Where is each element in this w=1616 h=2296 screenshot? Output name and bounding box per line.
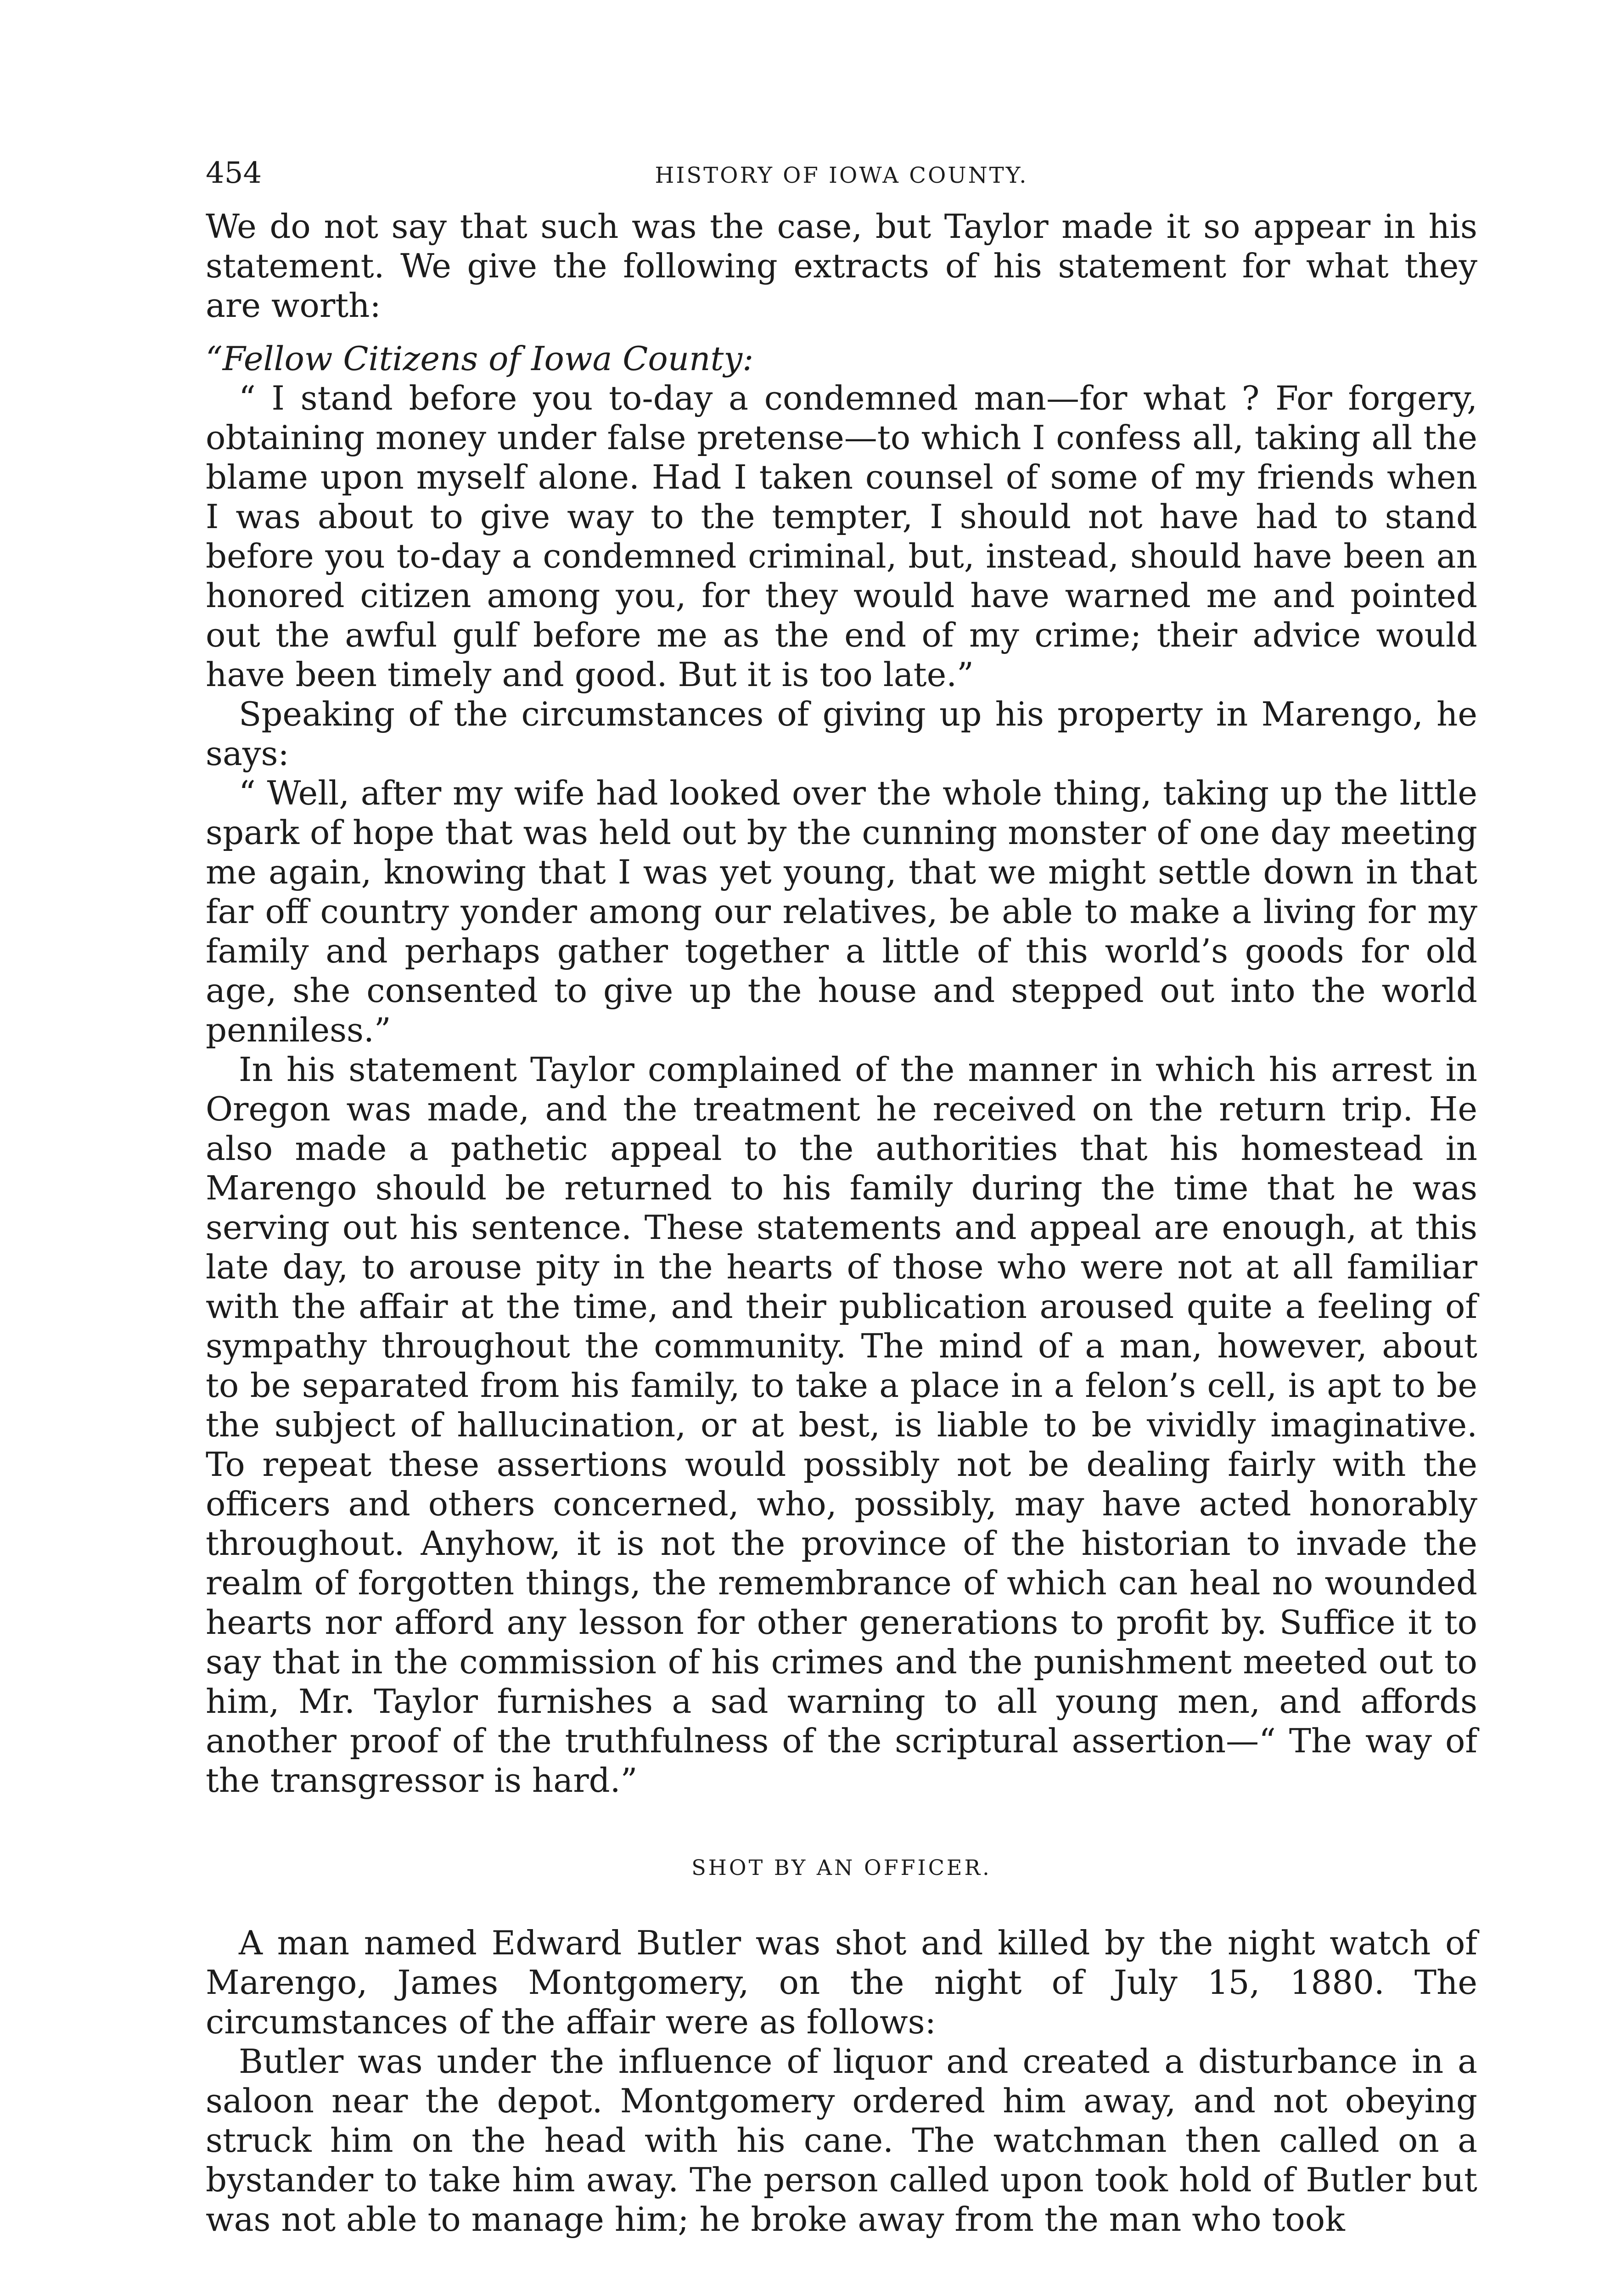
paragraph-butler: Butler was under the influence of liquor and created a disturbance in a saloon near the depot. Montgomery ordered him away, and not obeying struck him on the head with his cane. The watchman then called on a bystander to take him away. The person called upon took hold of Butler but was not able to manage him; he broke away from the man who took — [206, 2042, 1477, 2239]
paragraph-shot-intro: A man named Edward Butler was shot and killed by the night watch of Marengo, James Montgomery, on the night of July 15, 1880. The circumstances of the affair were as follows: — [206, 1924, 1477, 2041]
page-number: 454 — [206, 156, 262, 190]
page-header — [206, 156, 1477, 207]
body-text — [206, 207, 1477, 2239]
paragraph-statement: In his statement Taylor complained of the manner in which his arrest in Oregon was made, and the treatment he received on the return trip. He also made a pathetic appeal to the authorities that his homestead in Marengo should be returned to his family during the time that he was serving out his sentence. These statements and appeal are enough, at this late day, to arouse pity in the hearts of those who were not at all familiar with the affair at the time, and their publication aroused quite a feeling of sympathy throughout the community. The mind of a man, however, about to be separated from his family, to take a place in a felon’s cell, is apt to be the subject of hallucination, or at best, is liable to be vividly imaginative. To repeat these assertions would possibly not be dealing fairly with the officers and others concerned, who, possibly, may have acted honorably throughout. Anyhow, it is not the province of the historian to invade the realm of forgotten things, the remembrance of which can heal no wounded hearts nor afford any lesson for other generations to profit by. Suffice it to say that in the commission of his crimes and the punishment meeted out to him, Mr. Taylor furnishes a sad warning to all young men, and affords another proof of the truthfulness of the scriptural assertion—“ The way of the transgressor is hard.” — [206, 1050, 1477, 1800]
paragraph-speaking: Speaking of the circumstances of giving up his property in Marengo, he says: — [206, 695, 1477, 773]
paragraph-salutation: “Fellow Citizens of Iowa County: — [206, 339, 754, 378]
paragraph-intro: We do not say that such was the case, but Taylor made it so appear in his statement. We give the following extracts of his statement for what they are worth: — [206, 207, 1477, 325]
paragraph-quote-confession: “ I stand before you to-day a condemned man—for what ? For forgery, obtaining money under false pretense—to which I confess all, taking all the blame upon myself alone. Had I taken counsel of some of my friends when I was about to give way to the tempter, I should not have had to stand before you to-day a condemned criminal, but, instead, should have been an honored citizen among you, for they would have warned me and pointed out the awful gulf before me as the end of my crime; their advice would have been timely and good. But it is too late.” — [206, 379, 1477, 694]
running-title: HISTORY OF IOWA COUNTY. — [655, 163, 1028, 188]
book-page — [206, 156, 1477, 2239]
section-heading: SHOT BY AN OFFICER. — [691, 1855, 992, 1880]
paragraph-quote-wife: “ Well, after my wife had looked over the whole thing, taking up the little spark of hope that was held out by the cunning monster of one day meeting me again, knowing that I was yet young, that we might settle down in that far off country yonder among our relatives, be able to make a living for my family and perhaps gather together a little of this world’s goods for old age, she consented to give up the house and stepped out into the world penniless.” — [206, 774, 1477, 1049]
